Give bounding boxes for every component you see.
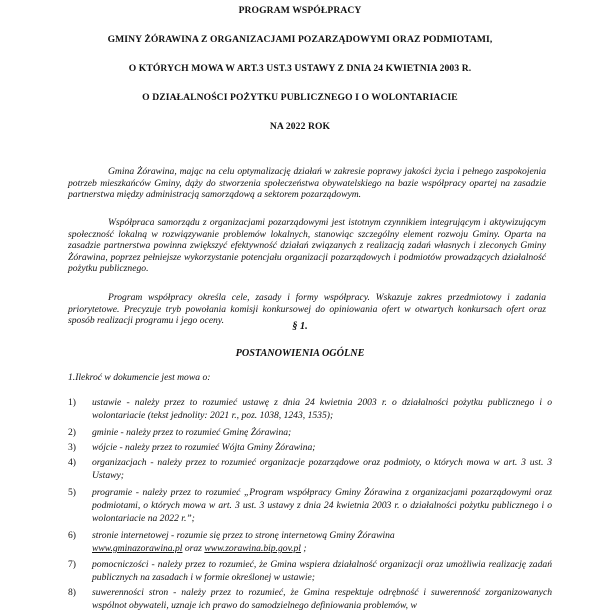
list-item-number: 3)	[68, 442, 76, 453]
website-link-gmina[interactable]: www.gminazorawina.pl	[92, 543, 183, 554]
list-item-number: 7)	[68, 559, 76, 570]
preamble-text-1: Gmina Żórawina, mając na celu optymalizację działań w zakresie poprawy jakości życia i pełnego zaspokojenia potrzeb mieszkańców Gminy, dąży do stworzenia społeczeństwa obywatelskiego na bazie współpracy opartej na zasadzie partnerstwa między administracją samorządową a sektorem pozarządowym.	[68, 166, 546, 201]
list-item-text: ustawie - należy przez to rozumieć ustawę z dnia 24 kwietnia 2003 r. o działalności pożytku publicznego i o wolontariacie (tekst jednolity: 2021 r., poz. 1038, 1243, 1535);	[92, 397, 552, 421]
list-item-text: pomocniczości - należy przez to rozumieć, że Gmina wspiera działalność organizacji oraz umożliwia realizację zadań publicznych na zasadach i w formie określonej w ustawie;	[92, 559, 552, 583]
preamble-text-3: Program współpracy określa cele, zasady i formy współpracy. Wskazuje zakres przedmiotowy i zadania priorytetowe. Precyzuje tryb powołania komisji konkursowej do opiniowania ofert w otwartych konkursach ofert oraz sposób realizacji programu i jego oceny.	[68, 292, 546, 327]
list-item-text: gminie - należy przez to rozumieć Gminę Żórawina;	[92, 427, 292, 438]
website-link-bip[interactable]: www.zorawina.bip.gov.pl	[204, 543, 301, 554]
section-number: § 1.	[292, 321, 308, 332]
list-item-number: 6)	[68, 530, 76, 541]
list-item-text	[92, 529, 552, 555]
website-connector: oraz	[182, 543, 205, 554]
list-item-text: programie - należy przez to rozumieć „Program współpracy Gminy Żórawina z organizacjami pozarządowymi oraz podmiotami, o których mowa w art. 3 ust. 3 ustawy z dnia 24 kwietnia 2003 r. o działalności pożytku publicznego i o wolontariacie na 2022 r.”;	[92, 487, 552, 524]
list-item-text: organizacjach - należy przez to rozumieć organizacje pozarządowe oraz podmioty, o których mowa w art. 3 ust. 3 Ustawy;	[92, 457, 552, 481]
website-definition-text: stronie internetowej - rozumie się przez to stronę internetową Gminy Żórawina	[92, 530, 395, 541]
header-title: PROGRAM WSPÓŁPRACY	[238, 5, 362, 16]
list-item-text: suwerenności stron - należy przez to rozumieć, że Gmina respektuje odrębność i suwerenność zorganizowanych wspólnot obywateli, uznaje ich prawo do samodzielnego definiowania problemów, w	[92, 587, 552, 611]
list-item-number: 2)	[68, 427, 76, 438]
section-title: POSTANOWIENIA OGÓLNE	[235, 348, 365, 359]
list-item-number: 5)	[68, 487, 76, 498]
header-year: NA 2022 ROK	[269, 121, 331, 132]
header-line-4: O DZIAŁALNOŚCI POŻYTKU PUBLICZNEGO I O WOLONTARIACIE	[142, 92, 458, 103]
header-line-3: O KTÓRYCH MOWA W ART.3 UST.3 USTAWY Z DNIA 24 KWIETNIA 2003 R.	[128, 63, 472, 74]
list-item-number: 8)	[68, 587, 76, 598]
header-line-2: GMINY ŻÓRAWINA Z ORGANIZACJAMI POZARZĄDOWYMI ORAZ PODMIOTAMI,	[107, 34, 493, 45]
definitions-intro: 1.Ilekroć w dokumencie jest mowa o:	[68, 372, 211, 383]
website-tail: ;	[300, 543, 307, 554]
list-item-number: 4)	[68, 457, 76, 468]
preamble-paragraph-2	[68, 217, 546, 275]
preamble-paragraph-1	[68, 166, 546, 201]
list-item-text: wójcie - należy przez to rozumieć Wójta Gminy Żórawina;	[92, 442, 316, 453]
list-item-number: 1)	[68, 397, 76, 408]
preamble-text-2: Współpraca samorządu z organizacjami pozarządowymi jest istotnym czynnikiem integrującym i aktywizującym społeczność lokalną w rozwiązywanie problemów lokalnych, stanowiąc szczególny element rozwoju Gminy. Oparta na zasadzie partnerstwa powinna zwiększyć efektywność działań związanych z realizacją zadań własnych i zleconych Gminy Żórawina, poprzez pełniejsze wykorzystanie potencjału organizacji pozarządowych i podmiotów prowadzących działalność pożytku publicznego.	[68, 217, 546, 275]
